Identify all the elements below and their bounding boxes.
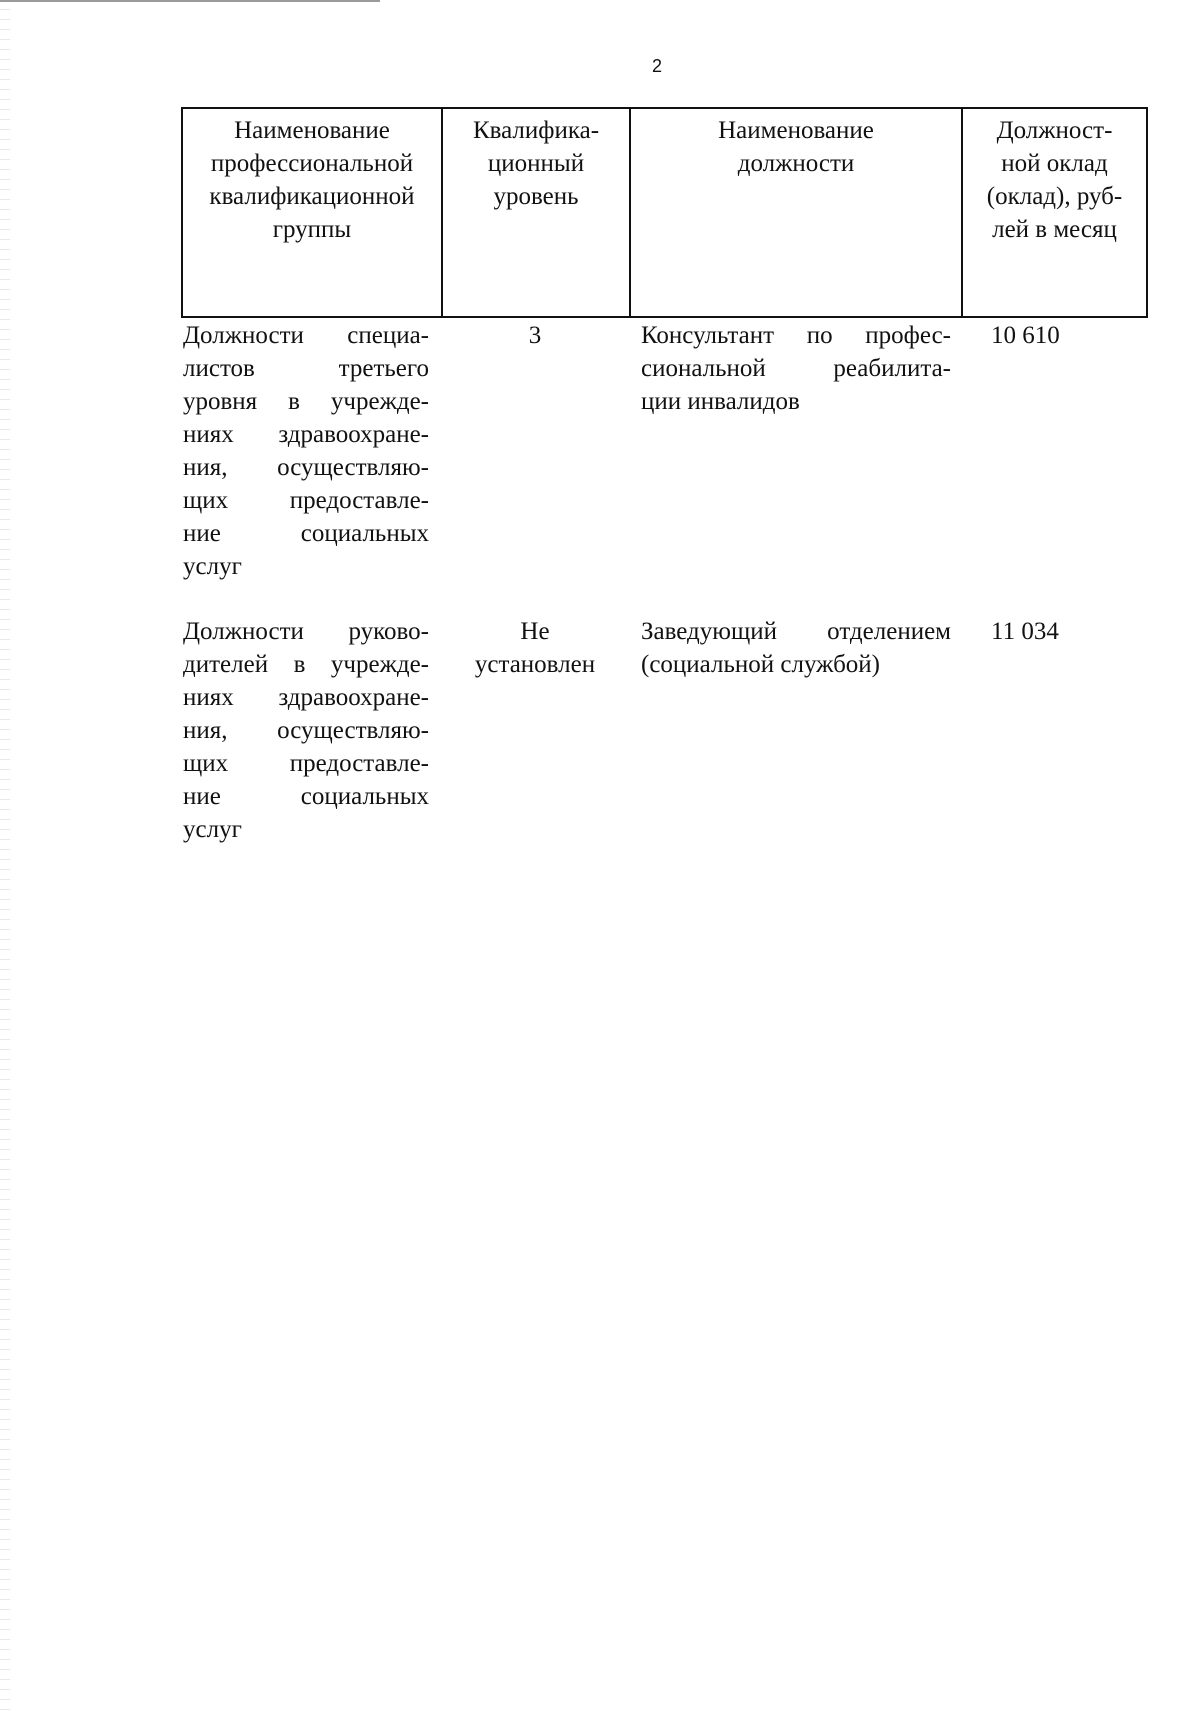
group-line: услуг bbox=[183, 816, 242, 843]
header-qualification-level: Квалифика- ционный уровень bbox=[443, 109, 631, 316]
group-line: ниях здравоохране- bbox=[183, 684, 429, 711]
group-line: ние социальных bbox=[183, 783, 429, 810]
position-line: ции инвалидов bbox=[641, 388, 800, 415]
cell-position-name bbox=[629, 319, 961, 583]
group-line: Должности специа- bbox=[183, 322, 429, 349]
header-position-name: Наименование должности bbox=[631, 109, 963, 316]
position-line: сиональной реабилита- bbox=[641, 355, 951, 382]
group-line: услуг bbox=[183, 553, 242, 580]
group-line: листов третьего bbox=[183, 355, 429, 382]
cell-qualification-group bbox=[181, 319, 441, 583]
cell-salary: 11 034 bbox=[991, 618, 1059, 645]
position-line: Консультант по профес- bbox=[641, 322, 951, 349]
position-line: (социальной службой) bbox=[641, 651, 880, 678]
cell-salary: 10 610 bbox=[991, 322, 1060, 349]
group-line: ния, осуществляю- bbox=[183, 717, 429, 744]
group-line: ние социальных bbox=[183, 520, 429, 547]
scan-edge bbox=[0, 0, 10, 1711]
header-salary: Должност- ной оклад (оклад), руб- лей в месяц bbox=[986, 117, 1123, 243]
group-line: щих предоставле- bbox=[183, 750, 429, 777]
table-row bbox=[181, 615, 1148, 846]
cell-qualification-level: 3 bbox=[528, 322, 542, 349]
group-line: уровня в учрежде- bbox=[183, 388, 429, 415]
group-line: щих предоставле- bbox=[183, 487, 429, 514]
page-number: 2 bbox=[651, 56, 662, 76]
table-header bbox=[181, 107, 1148, 318]
group-line: ниях здравоохране- bbox=[183, 421, 429, 448]
position-line: Заведующий отделением bbox=[641, 618, 951, 645]
cell-qualification-level: Не установлен bbox=[474, 618, 596, 678]
cell-position-name bbox=[629, 615, 961, 846]
group-line: ния, осуществляю- bbox=[183, 454, 429, 481]
group-line: дителей в учрежде- bbox=[183, 651, 429, 678]
header-qualification-group: Наименование профессиональной квалификационной группы bbox=[183, 109, 443, 316]
table-row bbox=[181, 319, 1148, 583]
cell-qualification-group bbox=[181, 615, 441, 846]
top-rule bbox=[0, 0, 380, 2]
group-line: Должности руково- bbox=[183, 618, 429, 645]
